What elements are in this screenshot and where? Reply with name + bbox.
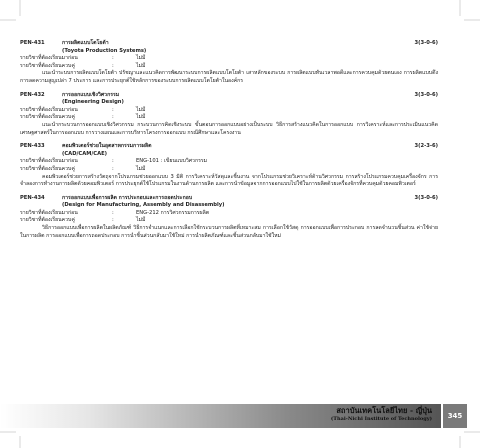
prerequisite-row xyxy=(20,55,438,63)
prerequisite-label: รายวิชาที่ต้องเรียนมาก่อน xyxy=(20,209,78,216)
course-entry xyxy=(20,195,438,241)
course-entry xyxy=(20,143,438,189)
course-code: PEN-431 xyxy=(20,40,45,46)
corequisite-row xyxy=(20,114,438,122)
course-list xyxy=(20,40,438,246)
course-title-th: คอมพิวเตอร์ช่วยในอุตสาหกรรมการผลิต xyxy=(62,143,152,150)
separator: : xyxy=(112,217,114,224)
course-credits: 3(3-0-6) xyxy=(414,40,438,46)
corequisite-value: ไม่มี xyxy=(136,114,146,121)
corequisite-value: ไม่มี xyxy=(136,62,146,69)
institution-name-th: สถาบันเทคโนโลยีไทย - ญี่ปุ่น xyxy=(336,406,432,415)
prerequisite-label: รายวิชาที่ต้องเรียนมาก่อน xyxy=(20,106,78,113)
separator: : xyxy=(112,62,114,69)
corequisite-value: ไม่มี xyxy=(136,165,146,172)
prerequisite-label: รายวิชาที่ต้องเรียนมาก่อน xyxy=(20,55,78,62)
course-description: แนะนำกระบวนการออกแบบเชิงวิศวกรรม กระบวนการคิดเชิงระบบ ขั้นตอนการออกแบบอย่างเป็นระบบ วิธีการสร้างแนวคิดในการออกแบบ การวิเคราะห์และการประเมินแนวคิด เศรษฐศาสตร์ในการออกแบบ การวางแผนและการบริหารโครงการออกแบบ กรณีศึกษาและโครงงาน xyxy=(20,121,438,136)
course-heading xyxy=(20,143,438,151)
corequisite-row xyxy=(20,217,438,225)
course-heading xyxy=(20,92,438,100)
page-footer xyxy=(0,404,480,428)
prerequisite-row xyxy=(20,158,438,166)
prerequisite-value: ไม่มี xyxy=(136,106,146,113)
separator: : xyxy=(112,158,114,165)
course-title-en: (Design for Manufacturing, Assembly and Disassembly) xyxy=(62,202,225,209)
course-heading xyxy=(20,195,438,203)
course-credits: 3(3-0-6) xyxy=(414,91,438,98)
course-code: PEN-432 xyxy=(20,91,45,98)
corequisite-label: รายวิชาที่ต้องเรียนควบคู่ xyxy=(20,62,75,69)
corequisite-label: รายวิชาที่ต้องเรียนควบคู่ xyxy=(20,114,75,121)
prerequisite-row xyxy=(20,107,438,115)
course-entry xyxy=(20,92,438,138)
corequisite-label: รายวิชาที่ต้องเรียนควบคู่ xyxy=(20,165,75,172)
course-description: แนะนำระบบการผลิตแบบโตโยต้า ปรัชญาและแนวคิดการพัฒนาระบบการผลิตแบบโตโยต้า เสาหลักของระบบ การผลิตแบบทันเวลาพอดีและการควบคุมด้วยตนเอง การผลิตแบบดึง การลดความสูญเปล่า 7 ประการ และการประยุกต์ใช้หลักการของระบบการผลิตแบบโตโยต้าในองค์กร xyxy=(20,70,438,84)
course-title-en: (Toyota Production Systems) xyxy=(62,47,147,54)
prerequisite-value: ENG-101 : เขียนแบบวิศวกรรม xyxy=(136,158,208,165)
course-title-en: (CAD/CAM/CAE) xyxy=(62,150,108,157)
course-title-th: การออกแบบเพื่อการผลิต การประกอบและการถอดประกอบ xyxy=(62,194,193,201)
course-credits: 3(3-0-6) xyxy=(414,194,438,201)
course-description: คอมพิวเตอร์ช่วยการสร้างวัตถุจากโปรแกรมช่วยออกแบบ 3 มิติ การวิเคราะห์วัสดุและชิ้นงาน จากโปรแกรมช่วยวิเคราะห์ด้านวิศวกรรม การสร้างโปรแกรมควบคุมเครื่องจักร การจำลองการทำงานการผลิตด้วยคอมพิวเตอร์ การประยุกต์ใช้โปรแกรมในงานด้านการผลิต และการนำข้อมูลจากการออกแบบไปใช้ในการผลิตด้วยเครื่องจักรที่ควบคุมด้วยคอมพิวเตอร์ xyxy=(20,173,438,188)
corequisite-value: ไม่มี xyxy=(136,217,146,224)
course-credits: 3(2-3-6) xyxy=(414,143,438,150)
course-title-th: การผลิตแบบโตโยต้า xyxy=(62,40,109,46)
corequisite-label: รายวิชาที่ต้องเรียนควบคู่ xyxy=(20,217,75,224)
prerequisite-row xyxy=(20,210,438,218)
institution-name xyxy=(331,406,432,423)
separator: : xyxy=(112,55,114,62)
course-description: วิธีการออกแบบเพื่อการผลิตในผลิตภัณฑ์ วิธีการจำแนกและการเลือกใช้กระบวนการผลิตที่เหมาะสม การเลือกใช้วัสดุ การออกแบบเพื่อการประกอบ การลดจำนวนชิ้นส่วน ค่าใช้จ่ายในการผลิต การออกแบบเพื่อการถอดประกอบ การนำชิ้นส่วนกลับมาใช้ใหม่ การนำผลิตภัณฑ์และชิ้นส่วนกลับมาใช้ใหม่ xyxy=(20,225,438,239)
separator: : xyxy=(112,114,114,121)
separator: : xyxy=(112,165,114,172)
course-heading xyxy=(20,40,438,48)
course-entry xyxy=(20,40,438,86)
course-title-th: การออกแบบเชิงวิศวกรรม xyxy=(62,91,120,98)
corequisite-row xyxy=(20,166,438,174)
page-number: 345 xyxy=(443,404,467,428)
prerequisite-value: ไม่มี xyxy=(136,55,146,62)
prerequisite-value: ENG-212 การวิศวกรรมการผลิต xyxy=(136,209,210,216)
course-title-en: (Engineering Design) xyxy=(62,99,124,106)
prerequisite-label: รายวิชาที่ต้องเรียนมาก่อน xyxy=(20,158,78,165)
course-code: PEN-434 xyxy=(20,194,45,201)
course-code: PEN-433 xyxy=(20,143,45,150)
institution-name-en: (Thai-Nichi Institute of Technology) xyxy=(330,416,432,422)
separator: : xyxy=(112,106,114,113)
separator: : xyxy=(112,209,114,216)
